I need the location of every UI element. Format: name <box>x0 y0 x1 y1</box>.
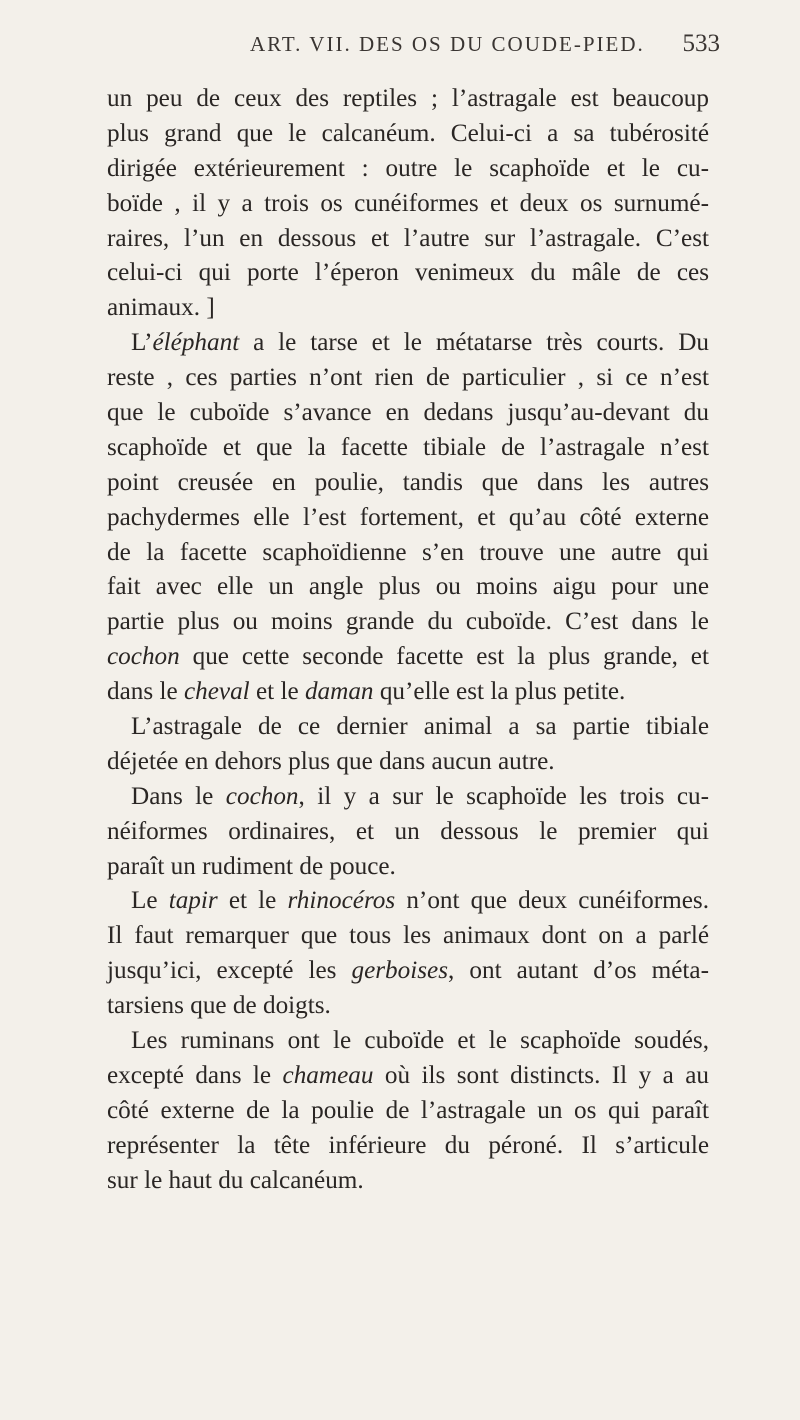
text-line <box>107 570 709 605</box>
italic-term: gerboises <box>351 957 449 985</box>
text-line <box>107 780 709 815</box>
text-segment: tarsiens que de doigts. <box>107 992 331 1020</box>
text-line <box>107 675 709 710</box>
text-segment: n’ont que deux cunéiformes. <box>395 887 709 915</box>
text-segment: déjetée en dehors plus que dans aucun autre. <box>107 747 555 775</box>
text-segment: représenter la tête inférieure du péroné. Il s’articule <box>107 1131 709 1159</box>
text-line <box>107 919 709 954</box>
text-line <box>107 152 709 187</box>
text-line <box>107 640 709 675</box>
text-segment: Il faut remarquer que tous les animaux dont on a parlé <box>107 922 709 950</box>
text-segment: de la facette scaphoïdienne s’en trouve une autre qui <box>107 538 709 566</box>
italic-term: cochon <box>107 643 180 671</box>
text-segment: boïde , il y a trois os cunéiformes et deux os surnumé- <box>107 189 709 217</box>
text-segment: L’astragale de ce dernier animal a sa partie tibiale <box>131 713 709 741</box>
text-segment: dans le <box>107 678 184 706</box>
text-segment: Les ruminans ont le cuboïde et le scaphoïde soudés, <box>131 1027 709 1055</box>
text-segment: côté externe de la poulie de l’astragale un os qui paraît <box>107 1096 709 1124</box>
text-line <box>107 536 709 571</box>
text-line <box>107 466 709 501</box>
text-line <box>107 326 709 361</box>
text-line <box>107 745 709 780</box>
text-line <box>107 954 709 989</box>
text-segment: , il y a sur le scaphoïde les trois cu- <box>298 782 709 810</box>
italic-term: tapir <box>168 887 218 915</box>
text-segment: Dans le <box>131 782 226 810</box>
text-segment: a le tarse et le métatarse très courts. Du <box>239 329 709 357</box>
text-line <box>107 1129 709 1164</box>
text-line <box>107 396 709 431</box>
italic-term: chameau <box>282 1061 374 1089</box>
italic-term: cheval <box>183 678 250 706</box>
text-segment: où ils sont distincts. Il y a au <box>373 1061 709 1089</box>
text-segment: et le <box>217 887 288 915</box>
text-line <box>107 989 709 1024</box>
text-segment: point creusée en poulie, tandis que dans les autres <box>107 468 709 496</box>
italic-term: cochon <box>225 782 299 810</box>
text-segment: dirigée extérieurement : outre le scaphoïde et le cu- <box>107 154 709 182</box>
page-number: 533 <box>682 30 720 57</box>
text-segment: jusqu’ici, excepté les <box>107 957 352 985</box>
text-segment: , ont autant d’os méta- <box>448 957 709 985</box>
text-line <box>107 82 709 117</box>
text-line <box>107 361 709 396</box>
running-head <box>120 28 720 60</box>
text-segment: et le <box>249 678 305 706</box>
text-line <box>107 187 709 222</box>
text-line <box>107 256 709 291</box>
text-line <box>107 117 709 152</box>
text-line <box>107 605 709 640</box>
text-line <box>107 1164 709 1199</box>
text-line <box>107 291 709 326</box>
text-segment: reste , ces parties n’ont rien de particulier , si ce n’est <box>107 364 709 392</box>
text-line <box>107 850 709 885</box>
text-line <box>107 222 709 257</box>
text-segment: partie plus ou moins grande du cuboïde. C’est dans le <box>107 608 709 636</box>
text-segment: animaux. ] <box>107 294 215 322</box>
italic-term: daman <box>304 678 374 706</box>
running-title: ART. VII. DES OS DU COUDE-PIED. <box>250 32 645 56</box>
text-segment: paraît un rudiment de pouce. <box>107 852 396 880</box>
text-segment: Le <box>131 887 169 915</box>
text-segment: sur le haut du calcanéum. <box>107 1166 364 1194</box>
text-segment: scaphoïde et que la facette tibiale de l’astragale n’est <box>107 433 709 461</box>
text-segment: un peu de ceux des reptiles ; l’astragale est beaucoup <box>107 85 709 112</box>
text-line <box>107 815 709 850</box>
text-segment: que cette seconde facette est la plus grande, et <box>179 643 709 671</box>
text-segment: raires, l’un en dessous et l’autre sur l’astragale. C’est <box>107 224 709 252</box>
italic-term: éléphant <box>152 329 240 357</box>
text-segment: pachydermes elle l’est fortement, et qu’au côté externe <box>107 503 709 531</box>
text-segment: qu’elle est la plus petite. <box>373 678 626 706</box>
text-segment: que le cuboïde s’avance en dedans jusqu’au-devant du <box>107 399 709 427</box>
text-line <box>107 710 709 745</box>
italic-term: rhinocéros <box>287 887 396 915</box>
text-segment: néiformes ordinaires, et un dessous le premier qui <box>107 817 709 845</box>
text-line <box>107 501 709 536</box>
text-line <box>107 1059 709 1094</box>
text-segment: L’ <box>131 329 153 357</box>
text-segment: celui-ci qui porte l’éperon venimeux du mâle de ces <box>107 259 709 287</box>
text-line <box>107 1094 709 1129</box>
text-segment: fait avec elle un angle plus ou moins aigu pour une <box>107 573 709 601</box>
text-line <box>107 431 709 466</box>
body-text <box>107 82 709 1199</box>
text-line <box>107 884 709 919</box>
text-line <box>107 1024 709 1059</box>
text-segment: excepté dans le <box>107 1061 283 1089</box>
text-segment: plus grand que le calcanéum. Celui-ci a sa tubérosité <box>107 119 709 147</box>
